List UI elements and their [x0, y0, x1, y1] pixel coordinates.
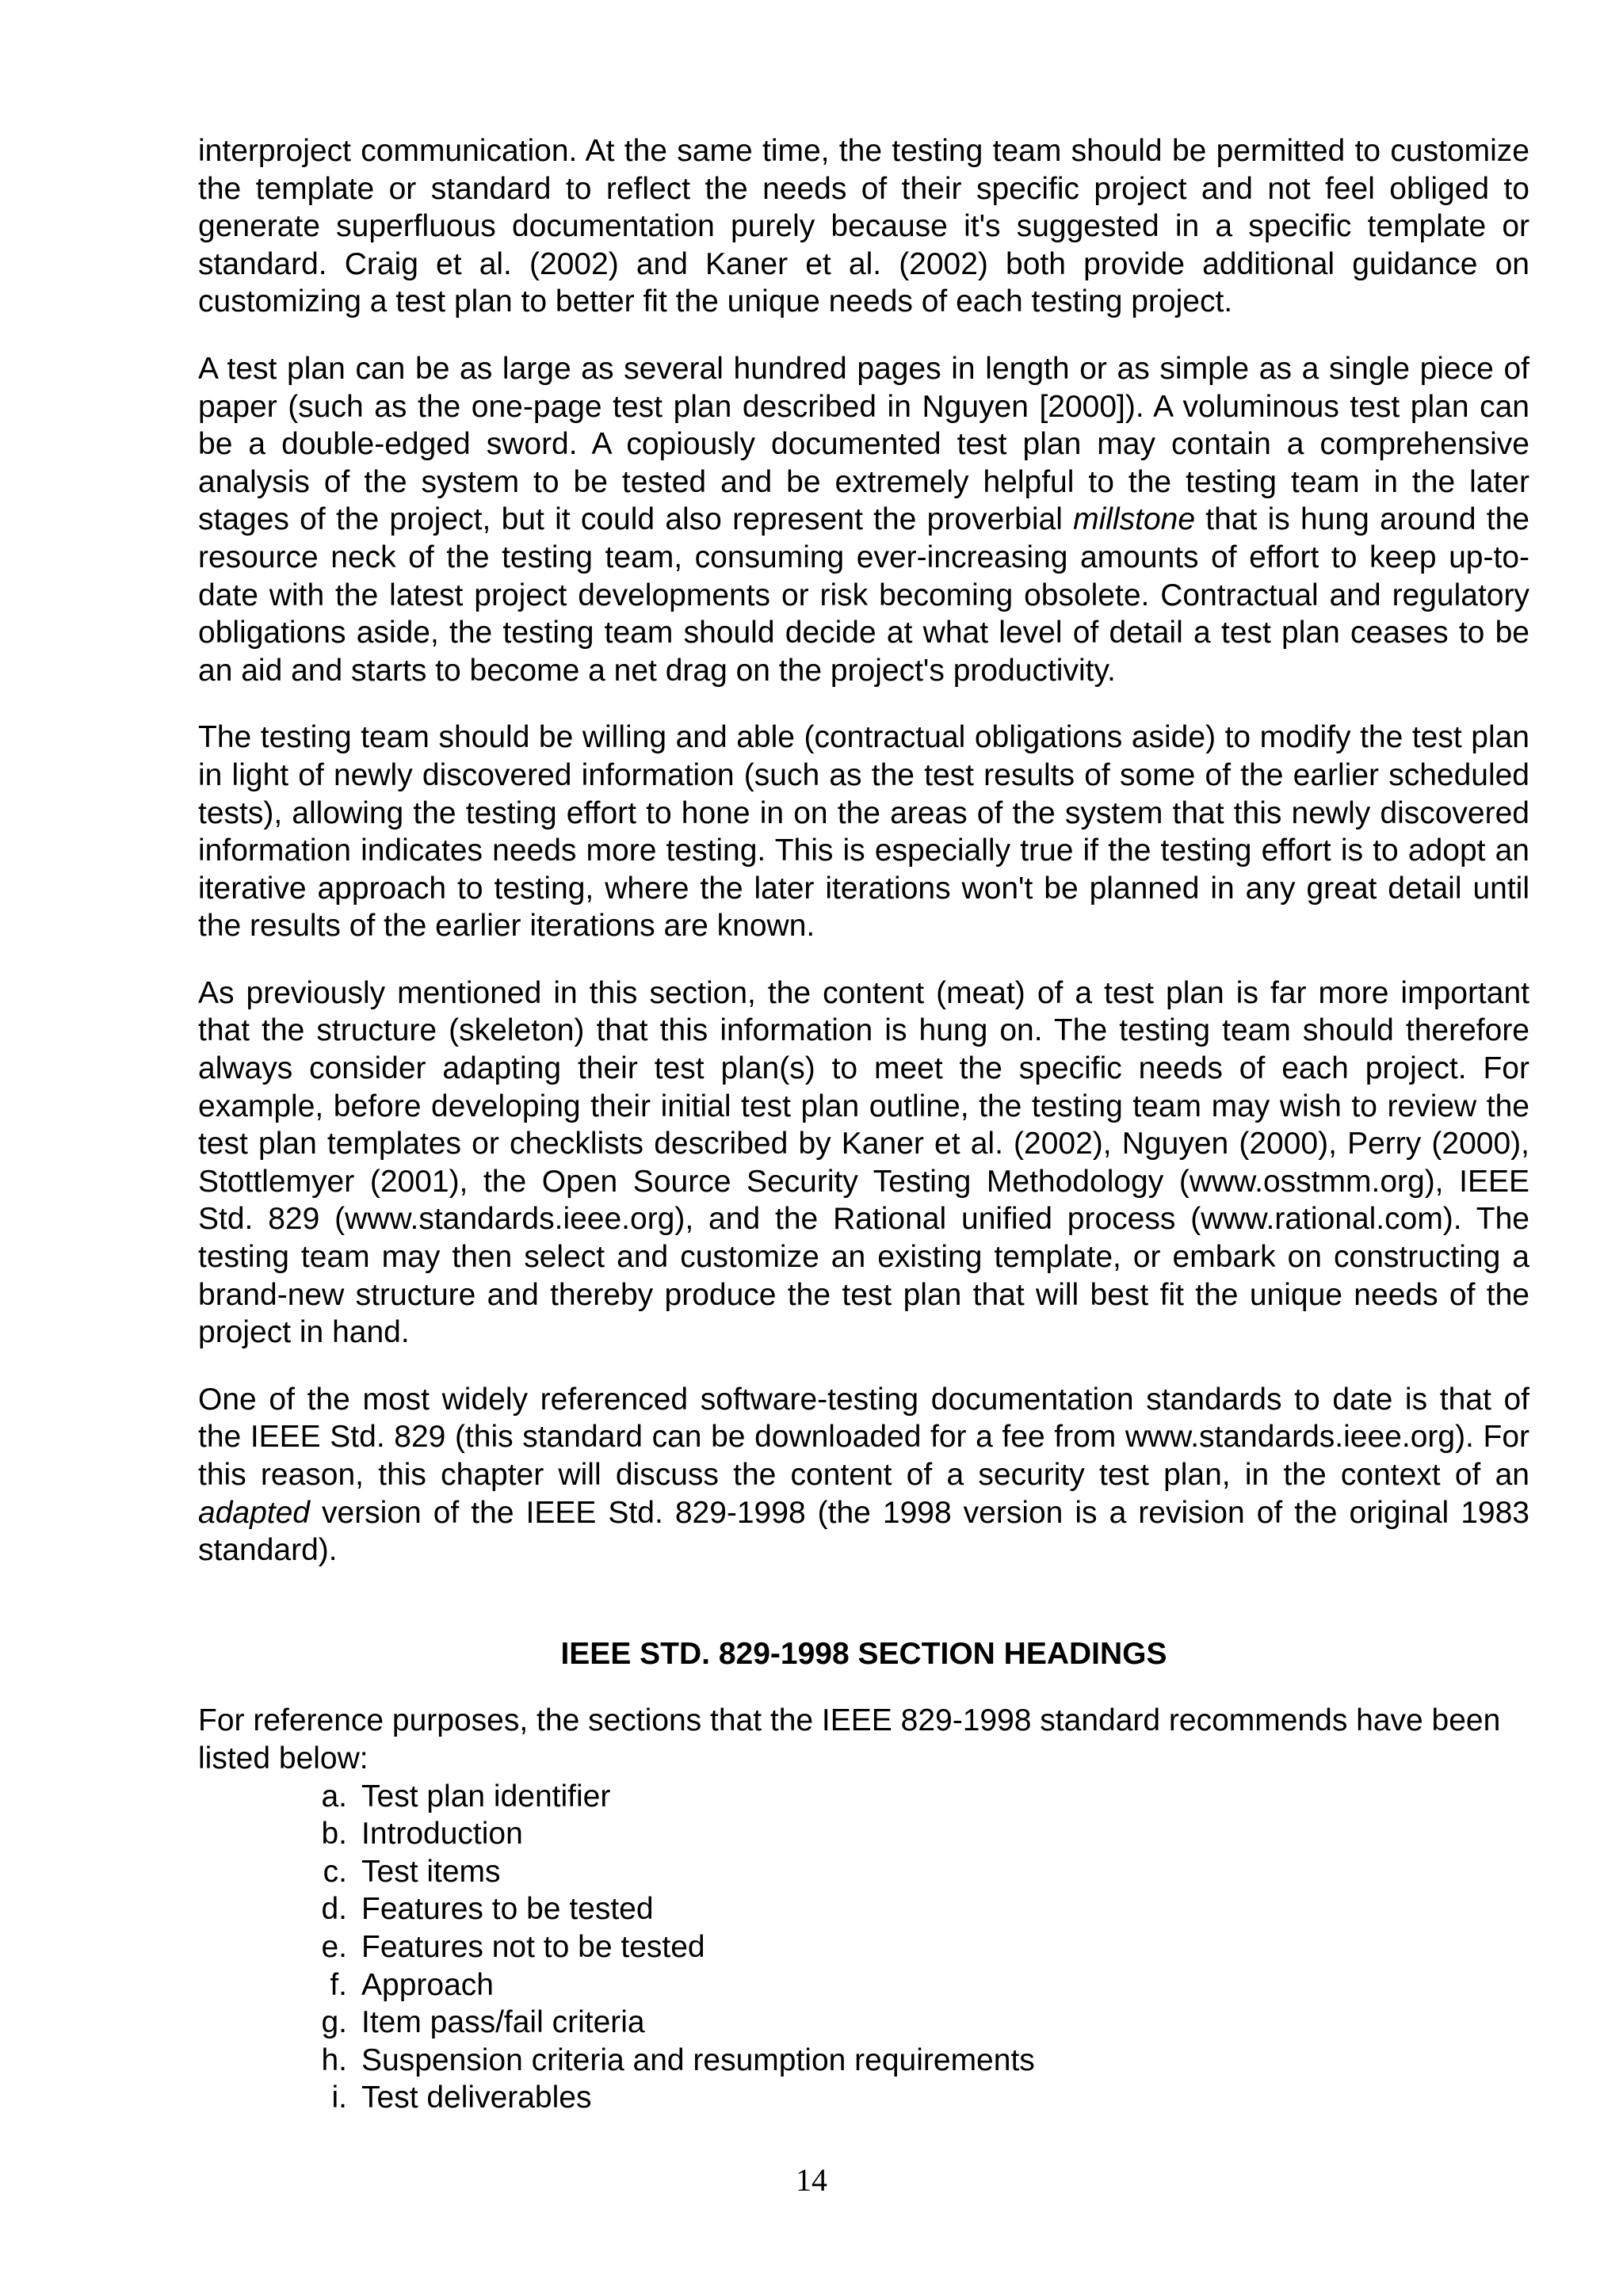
section-list — [198, 1778, 1529, 2117]
list-item — [309, 1890, 1529, 1928]
list-marker: i. — [331, 2081, 347, 2115]
paragraph-text: A test plan can be as large as several hundred pages in length or as simple as a single piece of paper (such as the one-page test plan described in Nguyen [2000]). A voluminous test plan can be a double-edged sword. A copiously documented test plan may contain a comprehensive analysis of the system to be tested and be extremely helpful to the testing team in the later stages of the project, but it could also represent the proverbial — [198, 351, 1529, 537]
emphasis-adapted: adapted — [198, 1495, 310, 1530]
list-item — [309, 1815, 1529, 1853]
list-marker: a. — [321, 1779, 347, 1814]
list-item — [309, 1853, 1529, 1891]
document-page — [198, 132, 1529, 2117]
list-item-label: Test deliverables — [361, 2081, 592, 2115]
paragraph-content-vs-structure — [198, 974, 1529, 1352]
list-item-label: Test plan identifier — [361, 1779, 611, 1814]
list-item-label: Approach — [361, 1967, 494, 2002]
paragraph-text: that is hung around the resource neck of the testing team, consuming ever-increasing amounts of effort to keep up-to-date with the latest project developments or risk becoming obsolete. Contractual and regulatory obligations aside, the testing team should decide at what level of detail a test plan ceases to be an aid and starts to become a net drag on the project's productivity. — [198, 502, 1529, 688]
paragraph-interproject-communication — [198, 132, 1529, 321]
list-item-label: Test items — [361, 1854, 501, 1889]
list-item — [309, 1966, 1529, 2004]
list-item-label: Features to be tested — [361, 1892, 654, 1927]
list-item — [309, 1778, 1529, 1816]
list-item — [309, 2004, 1529, 2042]
list-item-label: Suspension criteria and resumption requirements — [361, 2042, 1035, 2077]
list-item — [309, 2079, 1529, 2117]
section-intro: For reference purposes, the sections that the IEEE 829-1998 standard recommends have been listed below: — [198, 1703, 1501, 1775]
paragraph-test-plan-size — [198, 350, 1529, 689]
page-number: 14 — [796, 2162, 827, 2198]
paragraph-text: As previously mentioned in this section, the content (meat) of a test plan is far more important that the structure (skeleton) that this information is hung on. The testing team should therefore always consider adapting their test plan(s) to meet the specific needs of each project. For example, before developing their initial test plan outline, the testing team may wish to review the test plan templates or checklists described by Kaner et al. (2002), Nguyen (2000), Perry (2000), Stottlemyer (2001), the Open Source Security Testing Methodology (www.osstmm.org), IEEE Std. 829 (www.standards.ieee.org), and the Rational unified process (www.rational.com). The testing team may then select and customize an existing template, or embark on constructing a brand-new structure and thereby produce the test plan that will best fit the unique needs of the project in hand. — [198, 975, 1529, 1350]
list-item-label: Item pass/fail criteria — [361, 2005, 645, 2040]
list-item — [309, 1928, 1529, 1966]
list-marker: f. — [330, 1967, 347, 2002]
list-marker: h. — [321, 2042, 347, 2077]
paragraph-text: The testing team should be willing and able (contractual obligations aside) to modify the test plan in light of newly discovered information (such as the test results of some of the earlier scheduled tests), allowing the testing effort to hone in on the areas of the system that this newly discovered information indicates needs more testing. This is especially true if the testing effort is to adopt an iterative approach to testing, where the later iterations won't be planned in any great detail until the results of the earlier iterations are known. — [198, 720, 1529, 944]
paragraph-ieee-829 — [198, 1381, 1529, 1569]
section-heading: IEEE STD. 829-1998 SECTION HEADINGS — [560, 1636, 1167, 1671]
list-item-label: Introduction — [361, 1817, 523, 1852]
paragraph-text: interproject communication. At the same time, the testing team should be permitted to customize the template or standard to reflect the needs of their specific project and not feel obliged to generate superfluous documentation purely because it's suggested in a specific template or standard. Craig et al. (2002) and Kaner et al. (2002) both provide additional guidance on customizing a test plan to better fit the unique needs of each testing project. — [198, 134, 1529, 319]
list-marker: g. — [321, 2005, 347, 2040]
paragraph-text: One of the most widely referenced software-testing documentation standards to date is that of the IEEE Std. 829 (this standard can be downloaded for a fee from www.standards.ieee.org). For this reason, this chapter will discuss the content of a security test plan, in the context of an — [198, 1382, 1529, 1492]
emphasis-millstone: millstone — [1073, 502, 1196, 537]
list-marker: b. — [321, 1817, 347, 1852]
paragraph-text: version of the IEEE Std. 829-1998 (the 1998 version is a revision of the original 1983 standard). — [198, 1495, 1529, 1568]
list-item-label: Features not to be tested — [361, 1929, 705, 1964]
paragraph-modify-test-plan — [198, 719, 1529, 945]
list-item — [309, 2042, 1529, 2080]
list-marker: e. — [321, 1929, 347, 1964]
list-marker: d. — [321, 1892, 347, 1927]
list-marker: c. — [323, 1854, 347, 1889]
